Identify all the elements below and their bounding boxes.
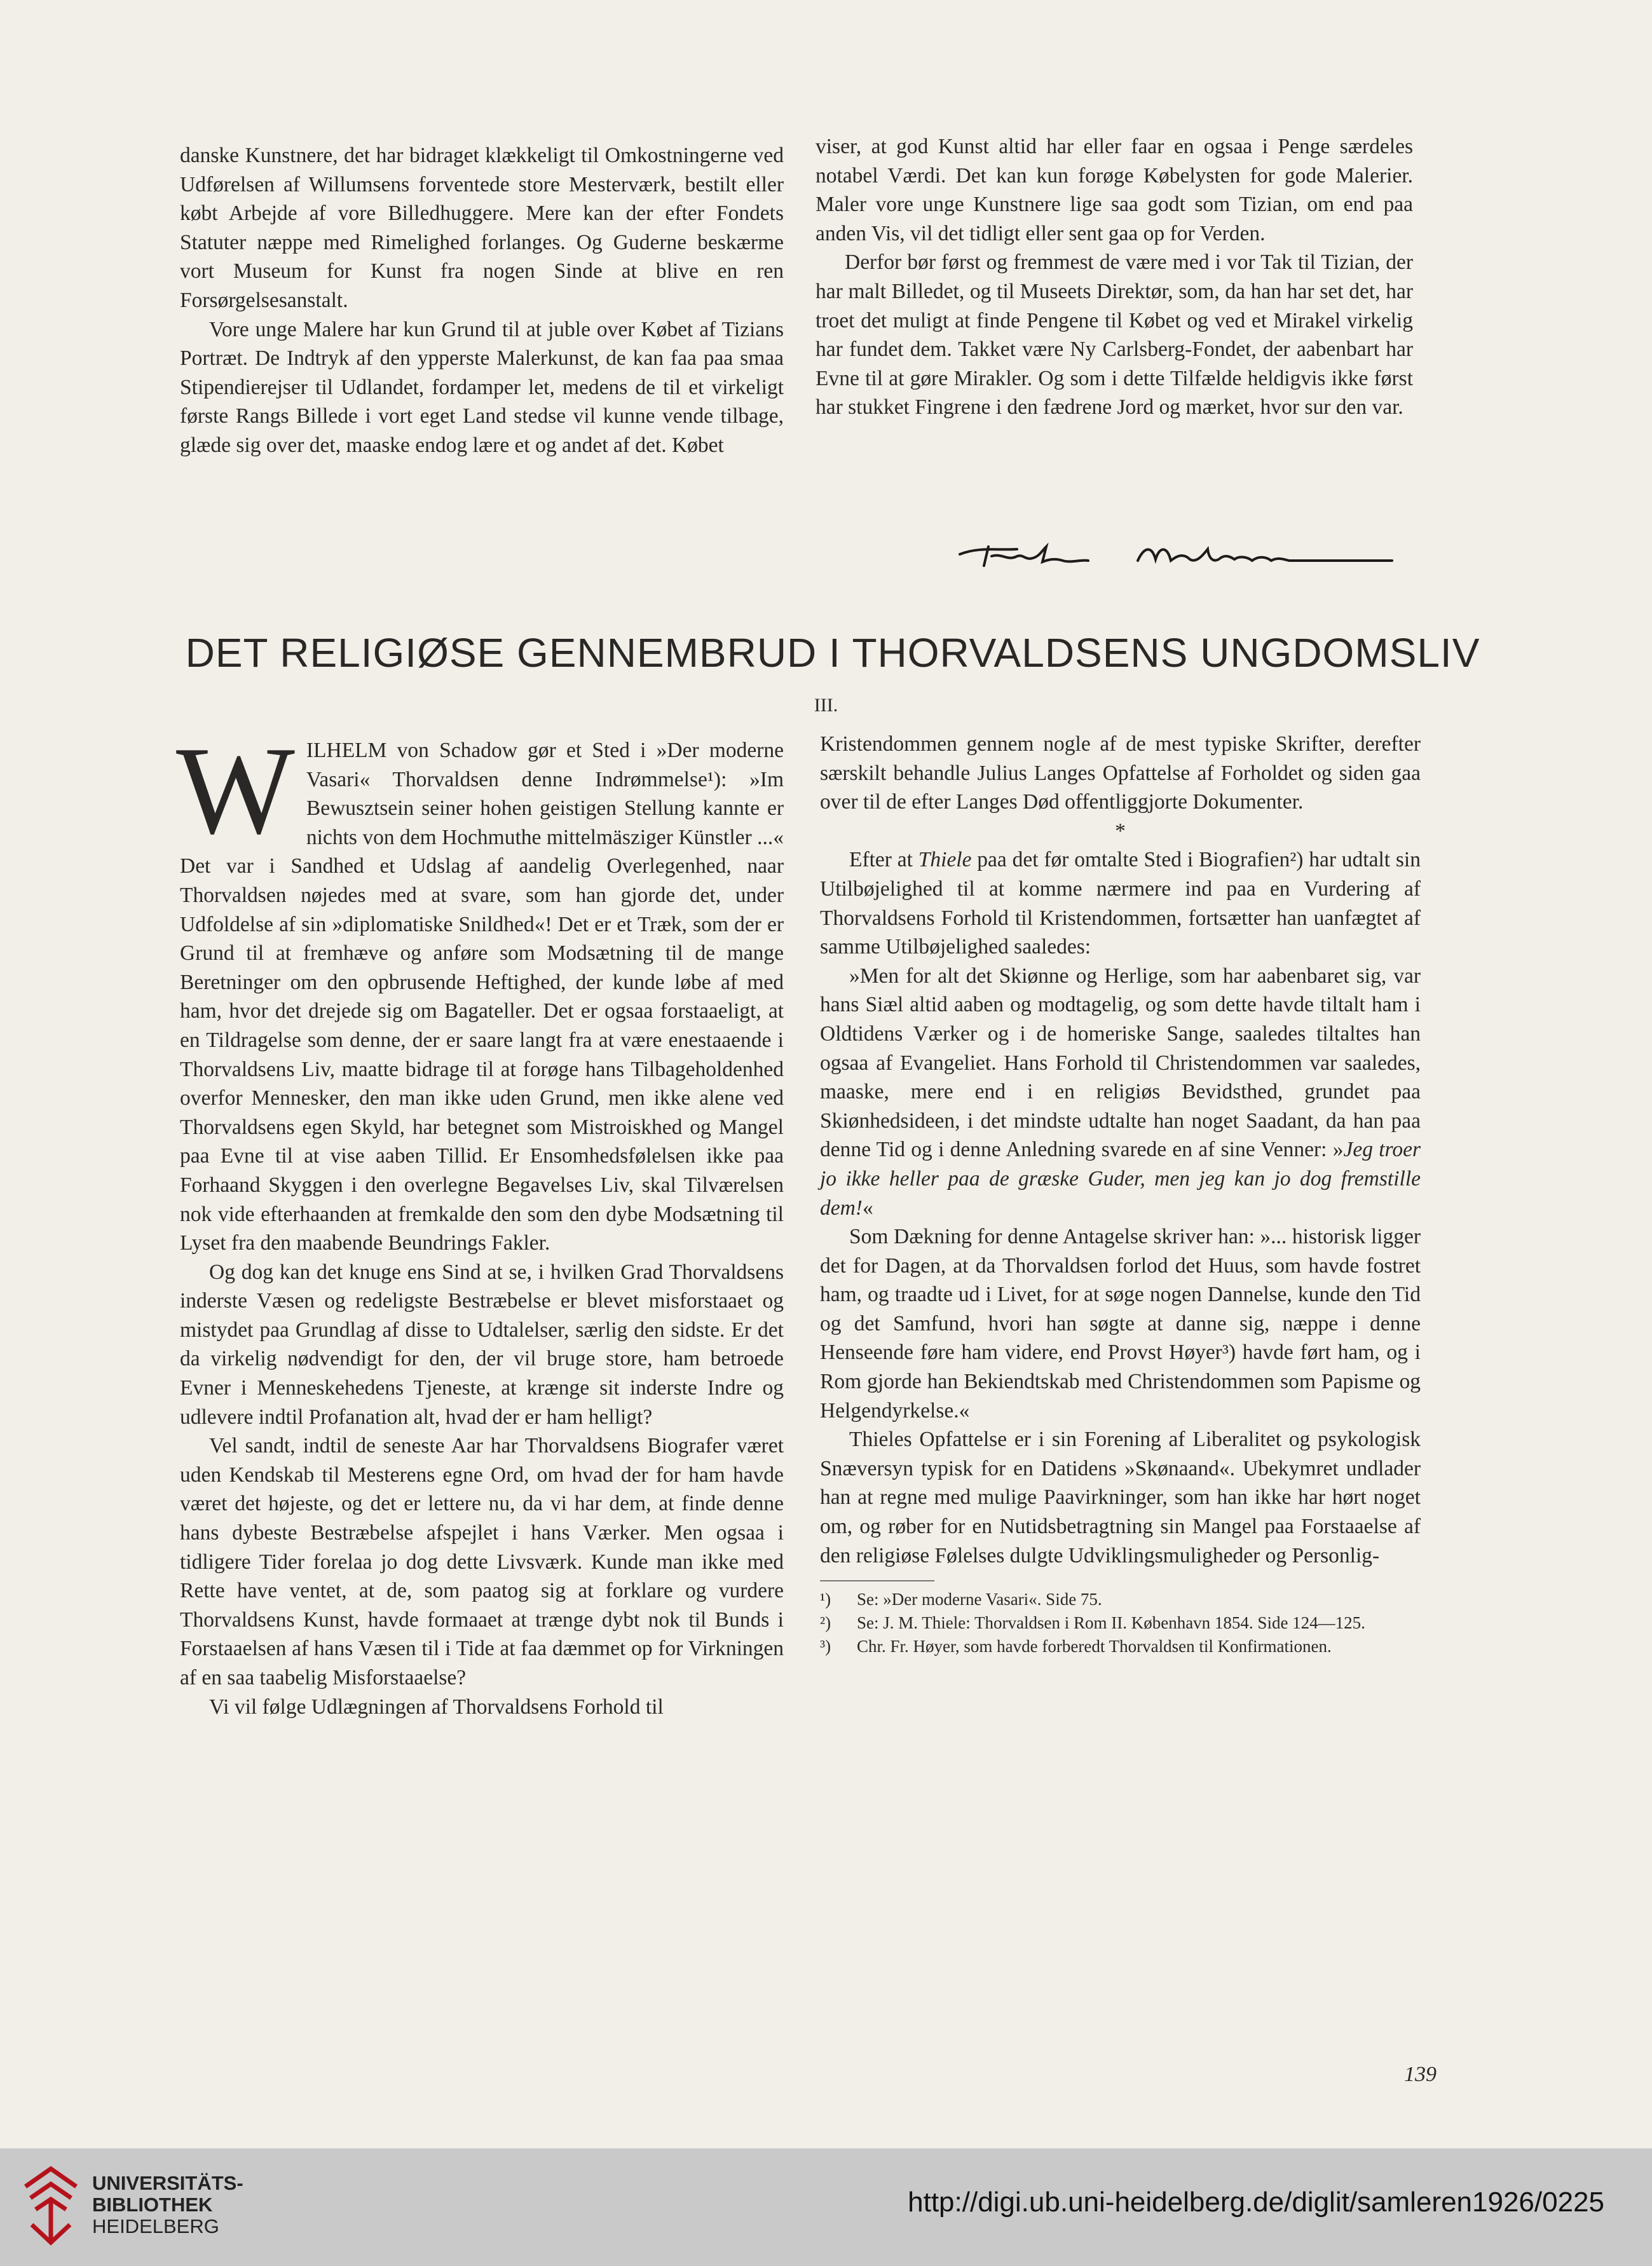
bottom-left-column xyxy=(176,721,784,1721)
drop-cap: W xyxy=(176,721,295,860)
emphasis: Jeg troer jo ikke heller paa de græske Guder, men jeg kan jo dog fremstille dem! xyxy=(820,1138,1421,1220)
paragraph: viser, at god Kunst altid har eller faar en ogsaa i Penge særdeles notabel Værdi. Det kan kun forøge Købelysten for gode Malerier. Maler vore unge Kunstnere lige saa godt som Tizian, om end paa anden Vis, vil det tidligt eller sent gaa op for Verden. xyxy=(816,135,1413,245)
paragraph: Kristendommen gennem nogle af de mest typiske Skrifter, derefter særskilt behandle Julius Langes Opfattelse af Forholdet og siden gaa over til de efter Langes Død offentliggjorte Dokumenter. xyxy=(820,732,1421,814)
page-number: 139 xyxy=(1404,2063,1437,2086)
paragraph: Som Dækning for denne Antagelse skriver han: »... historisk ligger det for Dagen, at da Thorvaldsen forlod det Huus, som havde fostret ham, og traadte ud i Livet, for at søge nogen Dannelse, kunde den Tid og det Samfund, hvori han søgte at danne sig, næppe i denne Henseende føre ham videre, end Provst Høyer³) havde ført ham, og i Rom gjorde han Bekiendtskab med Christendommen som Papisme og Helgendyrkelse.« xyxy=(820,1225,1421,1423)
signature-karl-madsen xyxy=(953,521,1398,578)
bottom-right-column xyxy=(820,730,1421,1658)
paragraph: Og dog kan det knuge ens Sind at se, i hvilken Grad Thorvaldsens inderste Væsen og redeligste Bestræbelse er blevet misforstaaet og mistydet paa Grundlag af disse to Udtalelser, særlig den sidste. Er det da virkelig nødvendigt for den, der vil bruge store, ham betroede Evner i Menneskehedens Tjeneste, at krænge sit inderste Indre og udlevere indtil Profanation alt, hvad der er ham helligt? xyxy=(180,1260,784,1429)
quotation xyxy=(820,962,1421,1222)
footnote-mark: ³) xyxy=(820,1637,831,1656)
footnote-text: Chr. Fr. Høyer, som havde forberedt Thorvaldsen til Konfirmationen. xyxy=(857,1637,1332,1656)
paragraph-text: paa det før omtalte Sted i Biografien²) har udtalt sin Utilbøjelighed til at komme nærmere ind paa en Vurdering af Thorvaldsens Forhold til Kristendommen, fortsætter han uanfægtet af samme Utilbøjelighed saaledes: xyxy=(820,848,1421,959)
paragraph-text: ILHELM von Schadow gør et Sted i »Der moderne Vasari« Thorvaldsen denne Indrømmelse¹): »Im Bewusztsein seiner hohen geistigen Stellung kannte er nichts von dem Hochmuthe mittelmäsziger Künstler ...« Det var i Sandhed et Udslag af aandelig Overlegenhed, naar Thorvaldsen nøjedes med at svare, som han gjorde det, under Udfoldelse af sin »diplomatiske Snildhed«! Det er et Træk, som der er Grund til at fremhæve og anføre som Modsætning til de mange Beretninger om den opbrusende Heftighed, der kunde løbe af med ham, hvor det drejede sig om Bagateller. Det er ogsaa forstaaeligt, at en Tildragelse som denne, der er saare langt fra at være enestaaende i Thorvaldsens Liv, maatte bidrage til at forøge hans Tilbageholdenhed overfor Mennesker, den man ikke uden Grund, men ikke alene ved Thorvaldsens egen Skyld, har betegnet som Mistroiskhed og Mangel paa Evne til at vise aaben Tillid. Er Ensomhedsfølelsen ikke paa Forhaand Skyggen i den overlegne Begavelses Liv, skal Tilværelsen nok vide efterhaanden at fremkalde den som den dybe Modsætning til Lyset fra den maabende Beundrings Fakler. xyxy=(180,739,784,1255)
paragraph: Thieles Opfattelse er i sin Forening af Liberalitet og psykologisk Snæversyn typisk for en Datidens »Skønaand«. Ubekymret undlader han at regne med mulige Paavirkninger, som han ikke har hørt noget om, og røber for en Nutidsbetragtning sin Mangel paa Forstaaelse af den religiøse Følelses dulgte Udviklingsmuligheder og Personlig- xyxy=(820,1428,1421,1567)
paragraph: Vel sandt, indtil de seneste Aar har Thorvaldsens Biografer været uden Kendskab til Mesterens egne Ord, om hvad der for ham havde været det højeste, og det er lettere nu, da vi har dem, at finde denne hans dybeste Bestræbelse afspejlet i hans Værker. Men ogsaa i tidligere Tider forelaa jo dog dette Livsværk. Kunde man ikke med Rette have ventet, at de, som paatog sig at forklare og vurdere Thorvaldsens Kunst, havde formaaet at trænge dybt nok til Bunds i Forstaaelsen af hans Væsen til i Tide at faa dæmmet op for Virkningen af en saa taabelig Misforstaaelse? xyxy=(180,1434,784,1689)
footnote-text: Se: »Der moderne Vasari«. Side 75. xyxy=(857,1590,1102,1609)
footnotes xyxy=(820,1588,1421,1658)
paragraph: Derfor bør først og fremmest de være med i vor Tak til Tizian, der har malt Billedet, og til Museets Direktør, som, da han har set det, har troet det muligt at finde Pengene til Købet og ved et Mirakel virkelig har fundet dem. Takket være Ny Carlsberg-Fondet, der aabenbart har Evne til at gøre Mirakler. Og som i dette Tilfælde heldigvis ikke først har stukket Fingrene i den fædrene Jord og mærket, hvor sur den var. xyxy=(816,250,1413,420)
footnote-rule xyxy=(820,1580,934,1581)
footnote-mark: ²) xyxy=(820,1613,831,1633)
footnote xyxy=(820,1635,1421,1658)
footnote xyxy=(820,1611,1421,1635)
section-separator: * xyxy=(1115,819,1126,843)
footnote xyxy=(820,1588,1421,1611)
source-url[interactable]: http://digi.ub.uni-heidelberg.de/diglit/samleren1926/0225 xyxy=(908,2187,1604,2218)
paragraph-text: « xyxy=(862,1196,873,1220)
library-name xyxy=(92,2173,243,2237)
footnote-mark: ¹) xyxy=(820,1590,831,1609)
library-name-line: BIBLIOTHEK xyxy=(92,2194,213,2216)
footnote-text: Se: J. M. Thiele: Thorvaldsen i Rom II. København 1854. Side 124—125. xyxy=(857,1613,1365,1633)
top-left-column xyxy=(180,141,784,460)
emphasis: Thiele xyxy=(918,848,972,872)
top-right-column xyxy=(816,132,1413,422)
paragraph: Vi vil følge Udlægningen af Thorvaldsens Forhold til xyxy=(209,1695,664,1719)
article-title: DET RELIGIØSE GENNEMBRUD I THORVALDSENS UNGDOMSLIV xyxy=(185,630,1480,676)
first-paragraph xyxy=(176,721,784,1258)
paragraph-text: Efter at xyxy=(849,848,918,872)
paragraph: Vore unge Malere har kun Grund til at juble over Købet af Tizians Portræt. De Indtryk af den ypperste Malerkunst, de kan faa paa smaa Stipendierejser til Udlandet, fordamper let, medens de til et virkeligt første Rangs Billede i vort eget Land stedse vil kunne vende tilbage, glæde sig over det, maaske endog lære et og andet af det. Købet xyxy=(180,317,784,457)
paragraph xyxy=(820,845,1421,961)
library-logo-icon xyxy=(19,2161,83,2250)
library-name-line: UNIVERSITÄTS- xyxy=(92,2172,243,2194)
paragraph-text: »Men for alt det Skiønne og Herlige, som har aabenbaret sig, var hans Siæl altid aaben og modtagelig, og som dette havde tiltalt ham i Oldtidens Værker og i de homeriske Sange, saaledes tiltaltes han ogsaa af Evangeliet. Hans Forhold til Christendommen var saaledes, maaske, mere end i en religiøs Bevidsthed, grundet paa Skiønhedsideen, i det mindste udtalte han noget Saadant, da han paa denne Tid og i denne Anledning svarede en af sine Venner: » xyxy=(820,964,1421,1162)
part-number: III. xyxy=(814,695,838,716)
library-name-line: HEIDELBERG xyxy=(92,2215,219,2237)
library-footer xyxy=(0,2148,1652,2266)
paragraph: danske Kunstnere, det har bidraget klækkeligt til Omkostningerne ved Udførelsen af Willumsens forventede store Mesterværk, bestilt eller købt Arbejde af vore Billedhuggere. Mere kan der efter Fondets Statuter næppe med Rimelighed forlanges. Og Guderne beskærme vort Museum for Kunst fra nogen Sinde at blive en ren Forsørgelsesanstalt. xyxy=(180,144,784,312)
